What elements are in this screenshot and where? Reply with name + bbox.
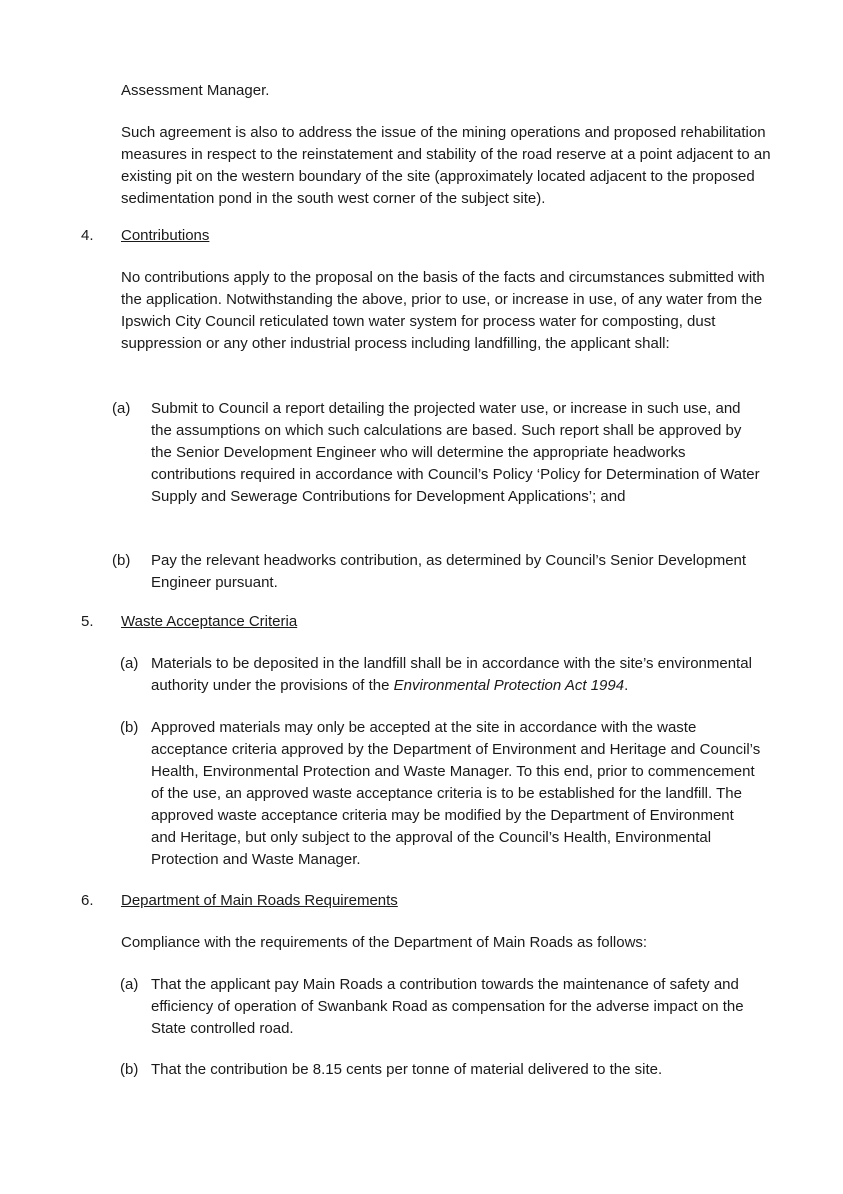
section-6-body: Compliance with the requirements of the Department of Main Roads as follows: — [121, 934, 648, 951]
item-label: (a) — [120, 976, 139, 993]
item-label: (a) — [112, 400, 131, 417]
item-label: (b) — [112, 552, 131, 569]
section-5-item-a — [112, 653, 762, 697]
item-text-before: Materials to be deposited in the landfill shall be in accordance with the site’s environmental authority under the provisions of the — [151, 655, 752, 694]
intro-line: Assessment Manager. — [121, 82, 270, 99]
section-4-number: 4. — [81, 227, 94, 244]
section-6-heading: Department of Main Roads Requirements — [121, 892, 398, 909]
item-text: Submit to Council a report detailing the projected water use, or increase in such use, and the assumptions on which such calculations are based. Such report shall be approved by the Senior Development Engineer who will determine the appropriate headworks contributions required in accordance with Council’s Policy ‘Policy for Determination of Water Supply and Sewerage Contributions for Development Applications’; and — [151, 400, 760, 505]
item-text: Approved materials may only be accepted at the site in accordance with the waste acceptance criteria approved by the Department of Environment and Heritage and Council’s Health, Environmental Protection and Waste Manager. To this end, prior to commencement of the use, an approved waste acceptance criteria is to be established for the landfill. The approved waste acceptance criteria may be modified by the Department of Environment and Heritage, but only subject to the approval of the Council’s Health, Environmental Protection and Waste Manager. — [151, 719, 761, 868]
item-text: That the applicant pay Main Roads a contribution towards the maintenance of safety and efficiency of operation of Swanbank Road as compensation for the adverse impact on the State controlled road. — [151, 976, 744, 1037]
section-5-item-b — [112, 717, 762, 871]
item-text: Pay the relevant headworks contribution, as determined by Council’s Senior Development Engineer pursuant. — [151, 552, 747, 591]
act-title: Environmental Protection Act 1994 — [393, 677, 625, 694]
item-label: (a) — [120, 655, 139, 672]
item-text: That the contribution be 8.15 cents per tonne of material delivered to the site. — [151, 1061, 663, 1078]
item-label: (b) — [120, 719, 139, 736]
section-4-body: No contributions apply to the proposal on the basis of the facts and circumstances submitted with the application. Notwithstanding the above, prior to use, or increase in use, of any water from the Ipswich City Council reticulated town water system for process water for composting, dust suppression or any other industrial process including landfilling, the applicant shall: — [121, 269, 765, 352]
section-4-item-a — [112, 398, 762, 508]
section-4-heading: Contributions — [121, 227, 210, 244]
item-text — [151, 653, 762, 697]
intro-paragraph: Such agreement is also to address the issue of the mining operations and proposed rehabilitation measures in respect to the reinstatement and stability of the road reserve at a point adjacent to an existing pit on the western boundary of the site (approximately located adjacent to the proposed sedimentation pond in the south west corner of the subject site). — [121, 124, 771, 207]
item-text-after: . — [624, 677, 629, 694]
section-5-heading: Waste Acceptance Criteria — [121, 613, 298, 630]
section-6-item-a — [112, 974, 762, 1040]
section-6-number: 6. — [81, 892, 94, 909]
item-label: (b) — [120, 1061, 139, 1078]
section-5-number: 5. — [81, 613, 94, 630]
section-4-item-b — [112, 550, 762, 594]
section-6-item-b — [112, 1059, 762, 1081]
